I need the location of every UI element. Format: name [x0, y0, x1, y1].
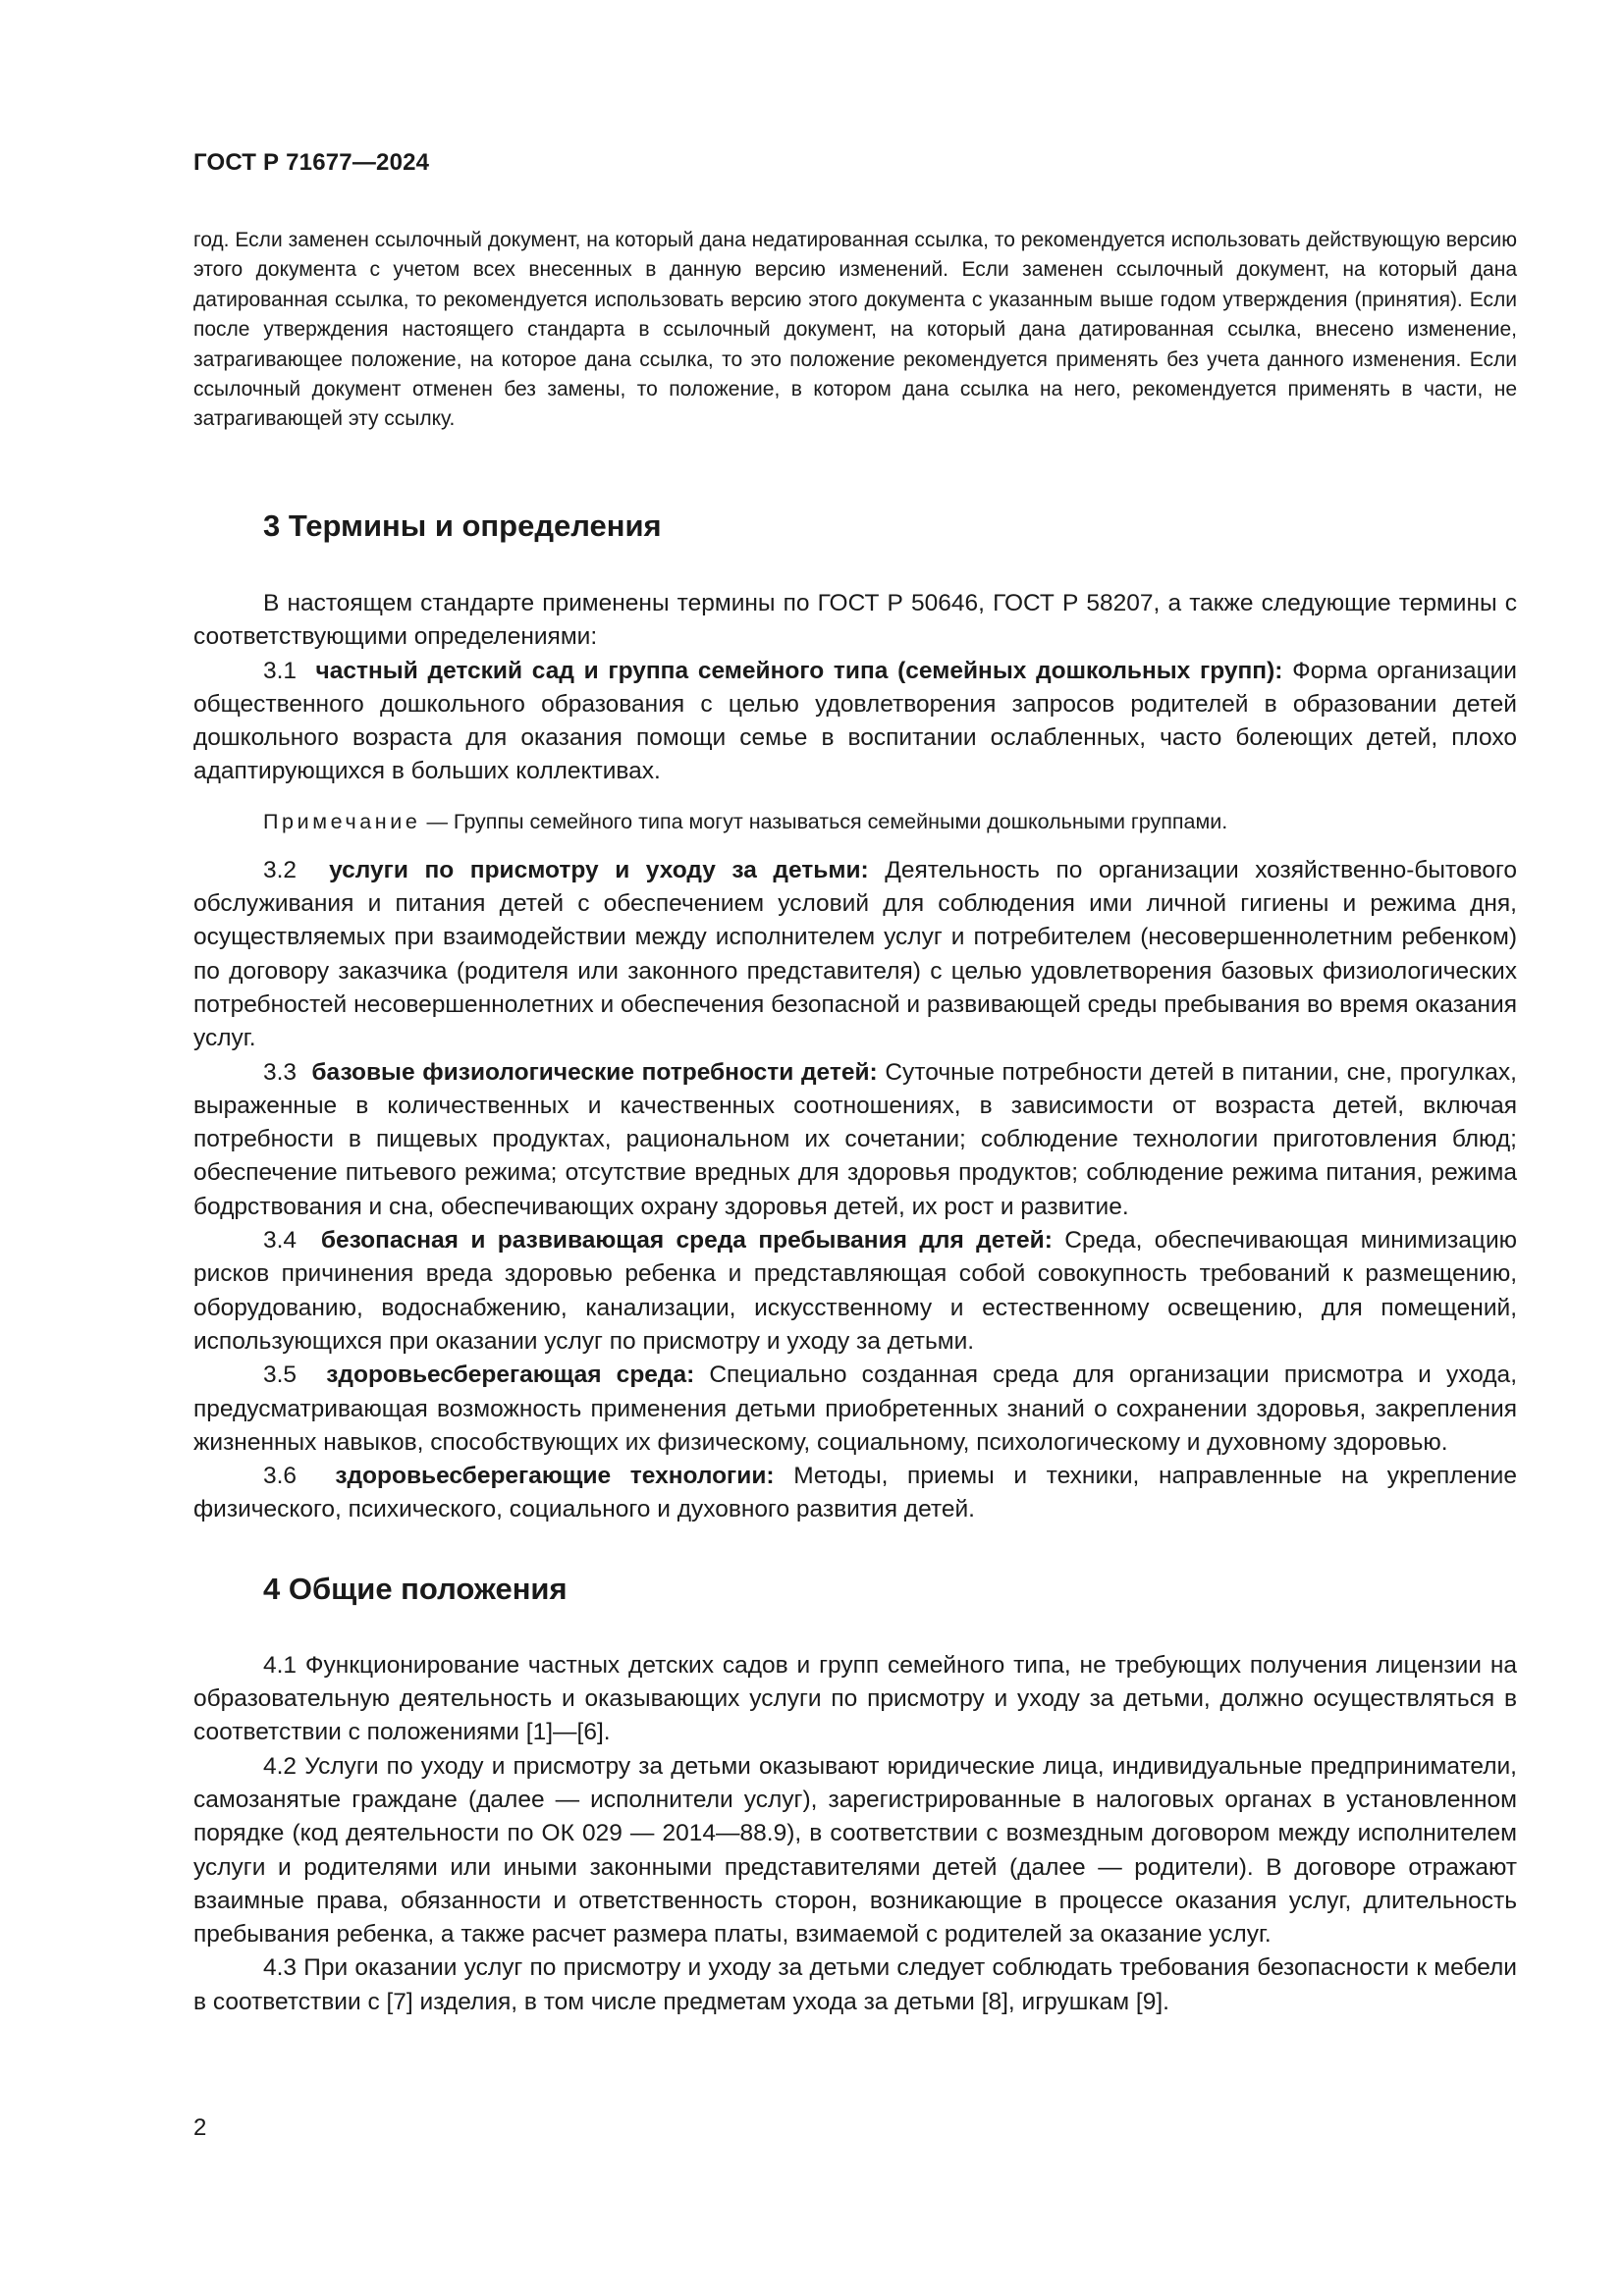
document-header: ГОСТ Р 71677—2024 [193, 149, 430, 176]
term-3-2 [193, 854, 1517, 1056]
term-title: здоровьесберегающая среда: [326, 1362, 695, 1389]
note-label: Примечание [263, 809, 421, 833]
term-3-6 [193, 1460, 1517, 1527]
term-number: 3.5 [263, 1362, 298, 1389]
term-definition: Суточные потребности детей в питании, сне, прогулках, выраженные в количественных и качественных соотношениях, в зависимости от возраста детей, включая потребности в пищевых продуктах, рациональном их сочетании; соблюдение технологии приготовления блюд; обеспечение питьевого режима; отсутствие вредных для здоровья продуктов; соблюдение режима питания, режима бодрствования и сна, обеспечивающих охрану здоровья детей, их рост и развитие. [193, 1058, 1517, 1220]
term-definition: Деятельность по организации хозяйственно-бытового обслуживания и питания детей с обеспечением условий для соблюдения ими личной гигиены и режима дня, осуществляемых при взаимодействии между исполнителем услуг и потребителем (несовершеннолетним ребенком) по договору заказчика (родителя или законного представителя) с целью удовлетворения базовых физиологических потребностей несовершеннолетних и обеспечения безопасной и развивающей среды пребывания во время оказания услуг. [193, 856, 1517, 1052]
term-3-4 [193, 1224, 1517, 1359]
term-3-5 [193, 1359, 1517, 1460]
intro-paragraph: год. Если заменен ссылочный документ, на который дана недатированная ссылка, то рекомендуется использовать действующую версию этого документа с учетом всех внесенных в данную версию изменений. Если заменен ссылочный документ, на который дана датированная ссылка, то рекомендуется использовать версию этого документа с указанным выше годом утверждения (принятия). Если после утверждения настоящего стандарта в ссылочный документ, на который дана датированная ссылка, внесено изменение, затрагивающее положение, на которое дана ссылка, то это положение рекомендуется применять без учета данного изменения. Если ссылочный документ отменен без замены, то положение, в котором дана ссылка на него, рекомендуется применять в части, не затрагивающей эту ссылку. [193, 229, 1517, 431]
term-number: 3.1 [263, 657, 298, 684]
clause-4-2: 4.2 Услуги по уходу и присмотру за детьми оказывают юридические лица, индивидуальные предприниматели, самозанятые граждане (далее — исполнители услуг), зарегистрированные в налоговых органах в установленном порядке (код деятельности по ОК 029 — 2014—88.9), в соответствии с возмездным договором между исполнителем услуги и родителями или иными законными представителями детей (далее — родители). В договоре отражают взаимные права, обязанности и ответственность сторон, возникающие в процессе оказания услуг, длительность пребывания ребенка, а также расчет размера платы, взимаемой с родителей за оказание услуг. [193, 1752, 1517, 1949]
term-number: 3.3 [263, 1058, 298, 1086]
term-title: частный детский сад и группа семейного типа (семейных дошкольных групп): [315, 657, 1283, 684]
page-number: 2 [193, 2114, 207, 2141]
term-3-3 [193, 1056, 1517, 1224]
term-number: 3.6 [263, 1463, 298, 1490]
note [193, 807, 1517, 836]
term-title: безопасная и развивающая среда пребывания для детей: [320, 1227, 1053, 1255]
term-definition: Специально созданная среда для организации присмотра и ухода, предусматривающая возможность применения детьми приобретенных знаний о сохранении здоровья, закрепления жизненных навыков, способствующих их физическому, социальному, психологическому и духовному здоровью. [193, 1362, 1517, 1456]
term-title: здоровьесберегающие технологии: [335, 1463, 775, 1490]
section-3-intro: В настоящем стандарте применены термины по ГОСТ Р 50646, ГОСТ Р 58207, а также следующие термины с соответствующими определениями: [193, 590, 1517, 651]
clause-4-3: 4.3 При оказании услуг по присмотру и уходу за детьми следует соблюдать требования безопасности к мебели в соответствии с [7] изделия, в том числе предметам ухода за детьми [8], игрушкам [9]. [193, 1954, 1517, 2015]
term-number: 3.2 [263, 856, 298, 883]
section-3-heading: 3 Термины и определения [263, 508, 662, 543]
term-3-1 [193, 655, 1517, 789]
term-definition: Методы, приемы и техники, направленные на укрепление физического, психического, социального и духовного развития детей. [193, 1463, 1517, 1523]
term-title: базовые физиологические потребности детей: [311, 1058, 878, 1086]
term-number: 3.4 [263, 1227, 298, 1255]
term-definition: Форма организации общественного дошкольного образования с целью удовлетворения запросов родителей в образовании детей дошкольного возраста для оказания помощи семье в воспитании ослабленных, часто болеющих детей, плохо адаптирующихся в больших коллективах. [193, 657, 1517, 785]
term-definition: Среда, обеспечивающая минимизацию рисков причинения вреда здоровью ребенка и представляющая собой совокупность требований к размещению, оборудованию, водоснабжению, канализации, искусственному и естественному освещению, для помещений, использующихся при оказании услуг по присмотру и уходу за детьми. [193, 1227, 1518, 1355]
main-content [193, 507, 1517, 2019]
clause-4-1: 4.1 Функционирование частных детских садов и групп семейного типа, не требующих получения лицензии на образовательную деятельность и оказывающих услуги по присмотру и уходу за детьми, должно осуществляться в соответствии с положениями [1]—[6]. [193, 1651, 1517, 1746]
note-text: — Группы семейного типа могут называться семейными дошкольными группами. [426, 809, 1228, 833]
section-4-heading: 4 Общие положения [263, 1571, 568, 1606]
term-title: услуги по присмотру и уходу за детьми: [329, 856, 869, 883]
